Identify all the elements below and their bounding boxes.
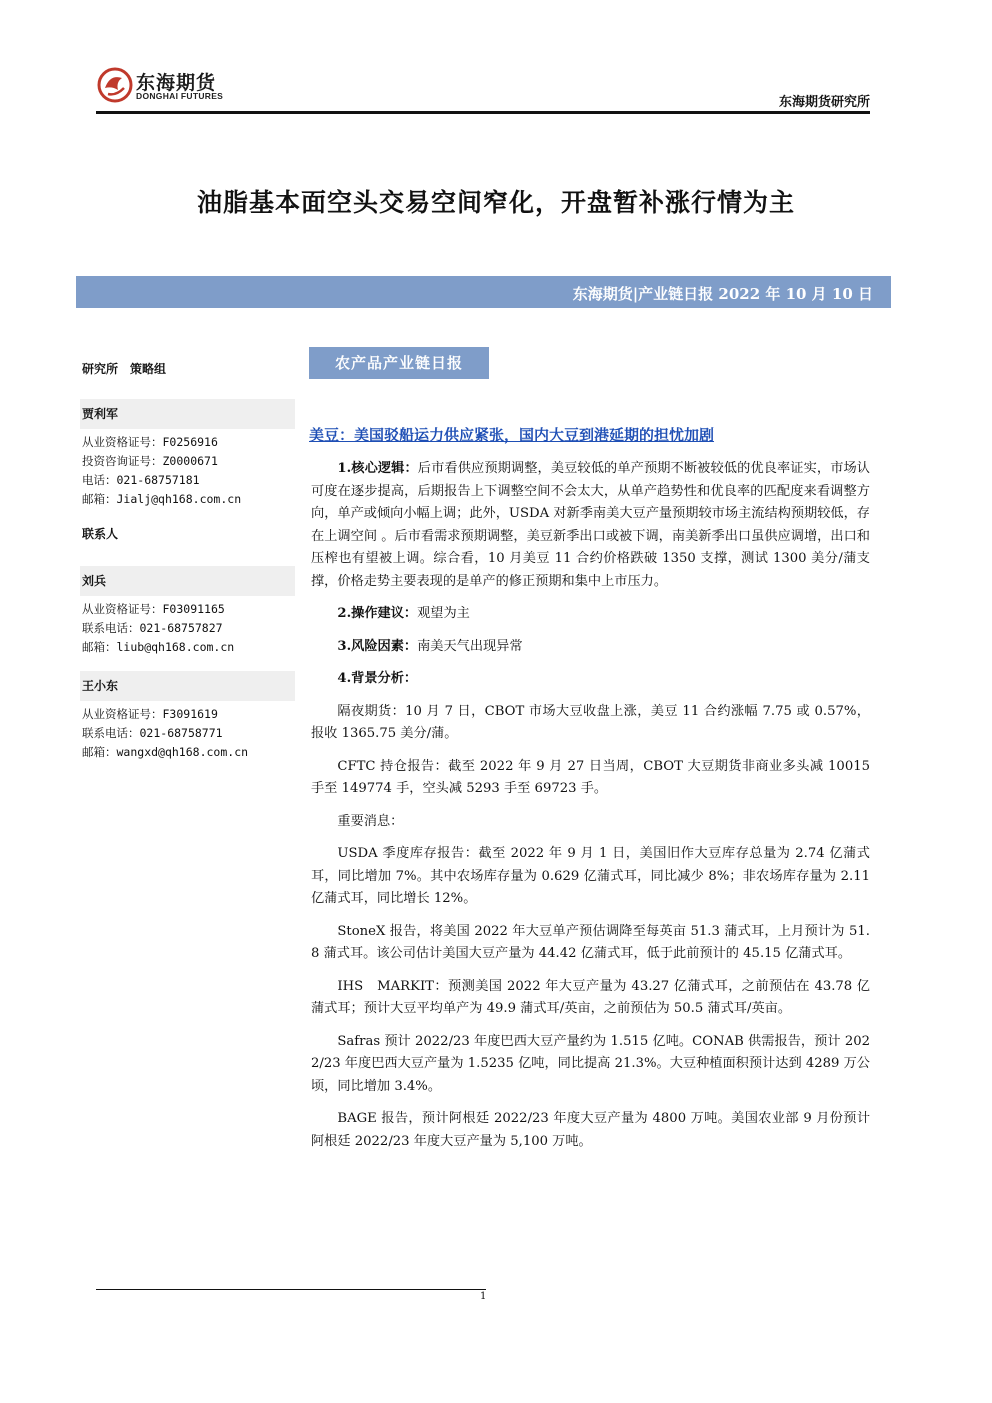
contact-license: 从业资格证号：F03091165: [82, 602, 225, 616]
logo-text-en: DONGHAI FUTURES: [136, 91, 224, 101]
section-tag: 农产品产业链日报: [309, 347, 489, 379]
body-paragraph: CFTC 持仓报告：截至 2022 年 9 月 27 日当周，CBOT 大豆期货非商业多头减 10015 手至 149774 手，空头减 5293 手至 69723 手。: [311, 758, 870, 796]
header-divider: [96, 111, 870, 114]
analyst-email: 邮箱：Jialj@qh168.com.cn: [82, 492, 242, 506]
department-label: 研究所 策略组: [82, 362, 167, 376]
contact-name: 刘兵: [80, 566, 295, 596]
body-paragraph: Safras 预计 2022/23 年度巴西大豆产量约为 1.515 亿吨。CONAB 供需报告，预计 2022/23 年度巴西大豆产量为 1.5235 亿吨，同比提高 21.3%。大豆种植面积预计达到 4289 万公顷，同比增加 3.4%。: [311, 1033, 870, 1094]
company-logo: [96, 66, 236, 106]
background-label: 4.背景分析：: [337, 671, 418, 686]
core-logic-text: 后市看供应预期调整，美豆较低的单产预期不断被较低的优良率证实，市场认可度在逐步提高，后期报告上下调整空间不会太大，从单产趋势性和优良率的匹配度来看调整方向，单产或倾向小幅上调；此外，USDA 对新季南美大豆产量预期较市场主流结构预期较低，存在上调空间 。后市看需求预期调整，美豆新季出口或被下调，南美新季出口虽供应调增，出口和压榨也有望被上调。综合看，10 月美豆 11 合约价格跌破 1350 支撑，测试 1300 美分/蒲支撑，价格走势主要表现的是单产的修正预期和集中上市压力。: [311, 461, 870, 589]
banner-text: 东海期货|产业链日报 2022 年 10 月 10 日: [572, 285, 873, 303]
contact-phone: 联系电话：021-68758771: [82, 726, 223, 740]
body-paragraph: StoneX 报告，将美国 2022 年大豆单产预估调降至每英亩 51.3 蒲式耳，上月预计为 51.8 蒲式耳。该公司估计美国大豆产量为 44.42 亿蒲式耳，低于此前预计的 45.15 亿蒲式耳。: [311, 923, 870, 961]
core-logic-paragraph: [311, 458, 870, 593]
analyst-consult-license: 投资咨询证号：Z0000671: [82, 454, 218, 468]
logo-text-cn: 东海期货: [136, 72, 217, 94]
risk-paragraph: [311, 636, 870, 659]
contact-phone: 联系电话：021-68757827: [82, 621, 223, 635]
logo-mark-icon: [96, 66, 134, 104]
operation-label: 2.操作建议：: [337, 606, 418, 621]
body-paragraph: 隔夜期货：10 月 7 日，CBOT 市场大豆收盘上涨，美豆 11 合约涨幅 7.75 或 0.57%，报收 1365.75 美分/蒲。: [311, 703, 870, 741]
operation-text: 观望为主: [417, 606, 470, 621]
risk-text: 南美天气出现异常: [417, 638, 523, 654]
section-heading: 美豆：美国驳船运力供应紧张，国内大豆到港延期的担忧加剧: [309, 426, 715, 444]
footer-divider: [96, 1289, 486, 1290]
sidebar: [80, 360, 295, 762]
contact-license: 从业资格证号：F3091619: [82, 707, 218, 721]
analyst-license: 从业资格证号：F0256916: [82, 435, 218, 449]
report-banner: [76, 276, 891, 308]
body-paragraph: BAGE 报告，预计阿根廷 2022/23 年度大豆产量为 4800 万吨。美国农业部 9 月份预计阿根廷 2022/23 年度大豆产量为 5,100 万吨。: [311, 1111, 870, 1149]
report-title: 油脂基本面空头交易空间窄化，开盘暂补涨行情为主: [196, 188, 795, 217]
body-paragraph: 重要消息：: [337, 813, 404, 829]
operation-paragraph: [311, 603, 870, 626]
contact-label: 联系人: [82, 527, 119, 541]
contact-name: 王小东: [80, 671, 295, 701]
body-paragraph: USDA 季度库存报告：截至 2022 年 9 月 1 日，美国旧作大豆库存总量为 2.74 亿蒲式耳，同比增加 7%。其中农场库存量为 0.629 亿蒲式耳，同比减少 8%；非农场库存量为 2.11 亿蒲式耳，同比增长 12%。: [311, 846, 870, 906]
risk-label: 3.风险因素：: [337, 638, 418, 654]
body-paragraph: IHS MARKIT：预测美国 2022 年大豆产量为 43.27 亿蒲式耳，之前预估在 43.78 亿蒲式耳；预计大豆平均单产为 49.9 蒲式耳/英亩，之前预估为 50.5 蒲式耳/英亩。: [311, 978, 870, 1016]
analyst-name: 贾利军: [80, 399, 295, 429]
background-paragraph: [311, 668, 870, 691]
page-number: 1: [480, 1291, 487, 1302]
analyst-phone: 电话：021-68757181: [82, 473, 200, 487]
contact-email: 邮箱：liub@qh168.com.cn: [82, 640, 235, 654]
report-body: [311, 458, 870, 1163]
institute-name: 东海期货研究所: [778, 95, 870, 110]
core-logic-label: 1.核心逻辑：: [337, 461, 418, 476]
contact-email: 邮箱：wangxd@qh168.com.cn: [82, 745, 249, 759]
